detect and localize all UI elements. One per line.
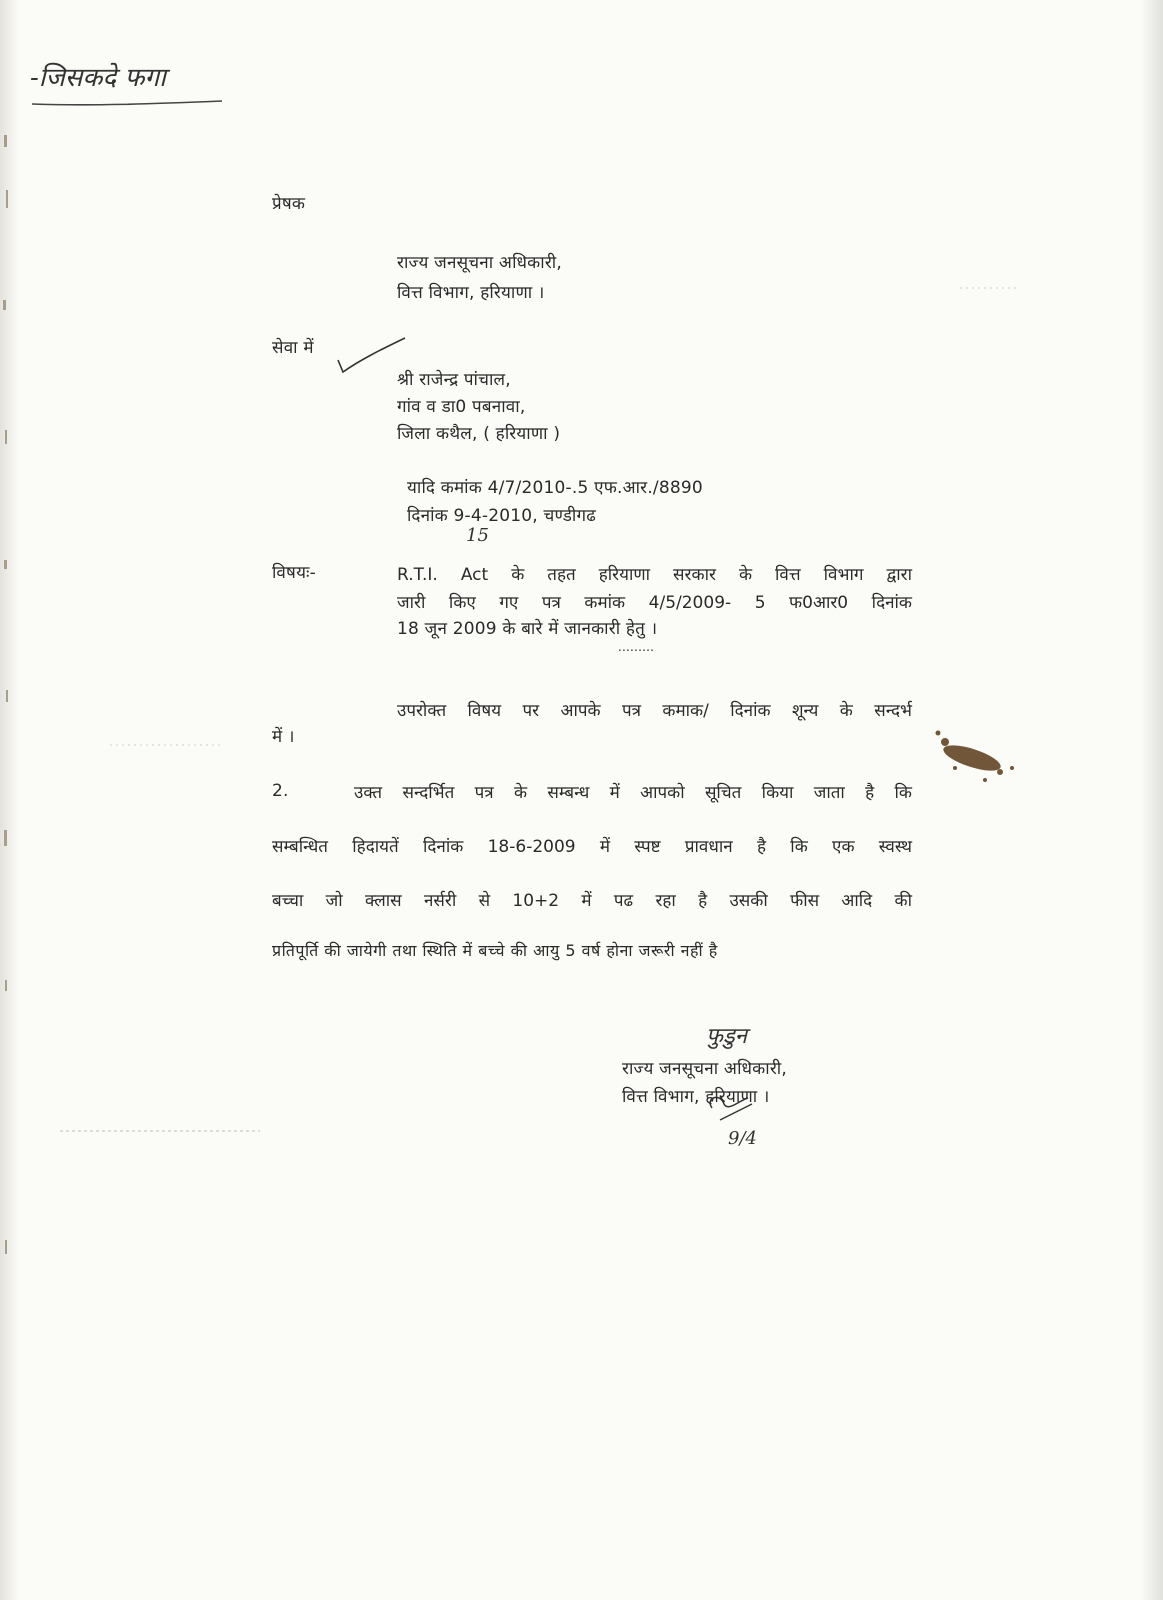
sender-line-2: वित्त विभाग, हरियाणा । (397, 283, 545, 303)
body-para-1-line-2: में । (272, 727, 295, 747)
body-para-2-number: 2. (272, 781, 289, 801)
date-correction: 15 (466, 525, 489, 546)
signatory-line-1: राज्य जनसूचना अधिकारी, (622, 1059, 787, 1079)
handwritten-note: -जिसकदे फगा (30, 63, 166, 93)
signatory-line-2: वित्त विभाग, हरियाणा । (622, 1087, 770, 1107)
subject-line-2: जारी किए गए पत्र कमांक 4/5/2009- 5 फ0आर0 दिनांक (397, 593, 912, 613)
margin-specks (3, 135, 8, 1254)
handwritten-underline (32, 101, 222, 105)
body-para-2-line-1: उक्त सन्दर्भित पत्र के सम्बन्ध में आपको सूचित किया जाता है कि (354, 783, 912, 803)
recipient-line-3: जिला कथैल, ( हरियाणा ) (397, 424, 561, 444)
memo-number: यादि कमांक 4/7/2010-.5 एफ.आर./8890 (407, 478, 703, 498)
subject-label: विषयः- (272, 563, 316, 583)
sender-line-1: राज्य जनसूचना अधिकारी, (397, 253, 562, 273)
body-para-2-line-2: सम्बन्धित हिदायतें दिनांक 18-6-2009 में स्पष्ट प्रावधान है कि एक स्वस्थ (272, 837, 912, 857)
subject-line-1: R.T.I. Act के तहत हरियाणा सरकार के वित्त विभाग द्वारा (397, 565, 912, 585)
sender-heading: प्रेषक (272, 194, 306, 214)
recipient-heading: सेवा में (272, 338, 314, 358)
subject-separator: ......... (618, 640, 655, 654)
recipient-line-1: श्री राजेन्द्र पांचाल, (397, 370, 511, 390)
tick-mark (338, 338, 405, 372)
body-para-2-line-3: बच्चा जो क्लास नर्सरी से 10+2 में पढ रहा है उसकी फीस आदि की (272, 891, 912, 911)
ink-stain (936, 731, 1015, 783)
body-para-1-line-1: उपरोक्त विषय पर आपके पत्र कमाक/ दिनांक शून्य के सन्दर्भ (397, 701, 912, 721)
subject-line-3: 18 जून 2009 के बारे में जानकारी हेतु । (397, 619, 658, 639)
recipient-line-2: गांव व डा0 पबनावा, (397, 397, 526, 417)
memo-date: दिनांक 9-4-2010, चण्डीगढ (407, 506, 597, 526)
initials-date: 9/4 (728, 1128, 757, 1149)
signature: फुडुन (706, 1024, 747, 1049)
body-para-2-line-4: प्रतिपूर्ति की जायेगी तथा स्थिति में बच्चे की आयु 5 वर्ष होना जरूरी नहीं है (272, 941, 718, 960)
